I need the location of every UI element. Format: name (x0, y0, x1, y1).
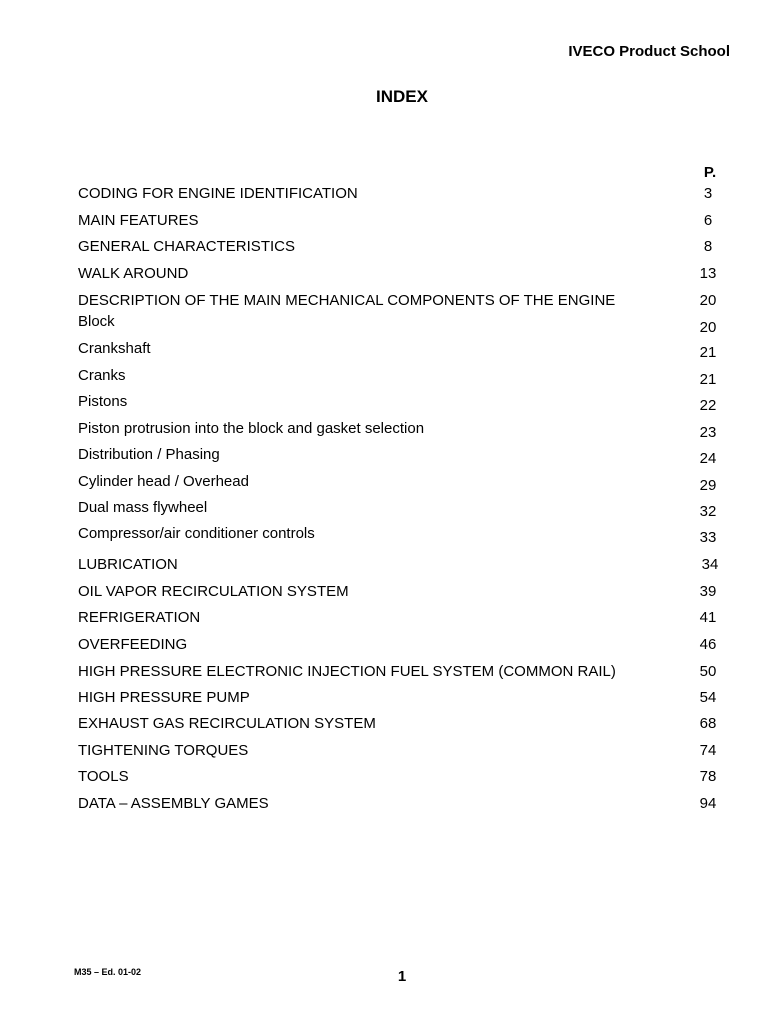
toc-entry[interactable] (0, 211, 768, 231)
toc-subentry[interactable] (0, 312, 768, 336)
page-title: INDEX (376, 87, 428, 106)
toc-entry-title: Pistons (78, 393, 128, 410)
toc-entry-title: GENERAL CHARACTERISTICS (78, 238, 295, 255)
toc-entry-title: Dual mass flywheel (78, 499, 208, 516)
toc-entry-title: CODING FOR ENGINE IDENTIFICATION (78, 185, 358, 202)
toc-entry-page: 33 (699, 529, 717, 546)
toc-entry-page: 8 (703, 238, 713, 255)
toc-entry-title: WALK AROUND (78, 265, 189, 282)
toc-entry[interactable] (0, 662, 768, 682)
toc-entry-title: EXHAUST GAS RECIRCULATION SYSTEM (78, 715, 376, 732)
toc-entry-title: OVERFEEDING (78, 636, 188, 653)
toc-entry[interactable] (0, 688, 768, 708)
toc-entry[interactable] (0, 794, 768, 814)
toc-entry-page: 6 (703, 212, 713, 229)
toc-entry-title: DESCRIPTION OF THE MAIN MECHANICAL COMPONENTS OF THE ENGINE (78, 292, 616, 309)
toc-entry-page: 78 (699, 768, 717, 785)
toc-entry-page: 29 (699, 477, 717, 494)
toc-subentry[interactable] (0, 392, 768, 412)
toc-entry-page: 54 (699, 689, 717, 706)
toc-subentry[interactable] (0, 498, 768, 518)
toc-entry-title: LUBRICATION (78, 556, 178, 573)
toc-entry[interactable] (0, 582, 768, 602)
footer-edition: M35 – Ed. 01-02 (74, 967, 142, 977)
toc-entry-page: 46 (699, 636, 717, 653)
toc-entry-page: 39 (699, 583, 717, 600)
toc-entry-title: DATA – ASSEMBLY GAMES (78, 795, 269, 812)
footer-page-number: 1 (397, 968, 407, 985)
toc-entry-page: 94 (699, 795, 717, 812)
toc-entry-title: REFRIGERATION (78, 609, 201, 626)
toc-entry-page: 3 (703, 185, 713, 202)
toc-subentry[interactable] (0, 366, 768, 386)
toc-entry-page: 50 (699, 663, 717, 680)
toc-entry-page: 34 (701, 556, 719, 573)
toc-entry[interactable] (0, 264, 768, 284)
toc-entry-title: Compressor/air conditioner controls (78, 525, 315, 542)
toc-entry-page: 20 (699, 292, 717, 309)
header-school-name: IVECO Product School (568, 43, 730, 60)
toc-entry-title: Crankshaft (78, 340, 151, 357)
toc-entry-page: 13 (699, 265, 717, 282)
toc-entry-title: Block (78, 313, 115, 330)
toc-subentry[interactable] (0, 524, 768, 544)
toc-entry-title: Cranks (78, 367, 126, 384)
toc-entry[interactable] (0, 184, 768, 204)
toc-subentry[interactable] (0, 419, 768, 439)
toc-entry-page: 24 (699, 450, 717, 467)
toc-entry-title: HIGH PRESSURE ELECTRONIC INJECTION FUEL SYSTEM (COMMON RAIL) (78, 663, 616, 680)
toc-entry[interactable] (0, 635, 768, 655)
toc-entry[interactable] (0, 291, 768, 311)
toc-entry-page: 23 (699, 424, 717, 441)
toc-entry-title: TIGHTENING TORQUES (78, 742, 249, 759)
toc-entry-page: 22 (699, 397, 717, 414)
toc-entry-page: 21 (699, 371, 717, 388)
toc-entry[interactable] (0, 555, 768, 575)
toc-entry[interactable] (0, 714, 768, 734)
toc-entry-title: Distribution / Phasing (78, 446, 220, 463)
toc-entry-page: 32 (699, 503, 717, 520)
toc-entry[interactable] (0, 767, 768, 787)
toc-entry-title: Piston protrusion into the block and gasket selection (78, 420, 425, 437)
toc-entry-page: 21 (699, 344, 717, 361)
toc-entry-title: MAIN FEATURES (78, 212, 199, 229)
toc-entry[interactable] (0, 608, 768, 628)
toc-entry-title: TOOLS (78, 768, 129, 785)
toc-entry-title: Cylinder head / Overhead (78, 473, 249, 490)
toc-entry-page: 41 (699, 609, 717, 626)
toc-entry[interactable] (0, 741, 768, 761)
page-column-header: P. (703, 164, 717, 181)
toc-subentry[interactable] (0, 472, 768, 492)
toc-entry-title: OIL VAPOR RECIRCULATION SYSTEM (78, 583, 349, 600)
toc-subentry[interactable] (0, 339, 768, 359)
toc-entry-page: 68 (699, 715, 717, 732)
toc-entry-page: 74 (699, 742, 717, 759)
toc-entry-title: HIGH PRESSURE PUMP (78, 689, 250, 706)
toc-entry[interactable] (0, 237, 768, 257)
toc-entry-page: 20 (699, 319, 717, 336)
toc-subentry[interactable] (0, 445, 768, 465)
